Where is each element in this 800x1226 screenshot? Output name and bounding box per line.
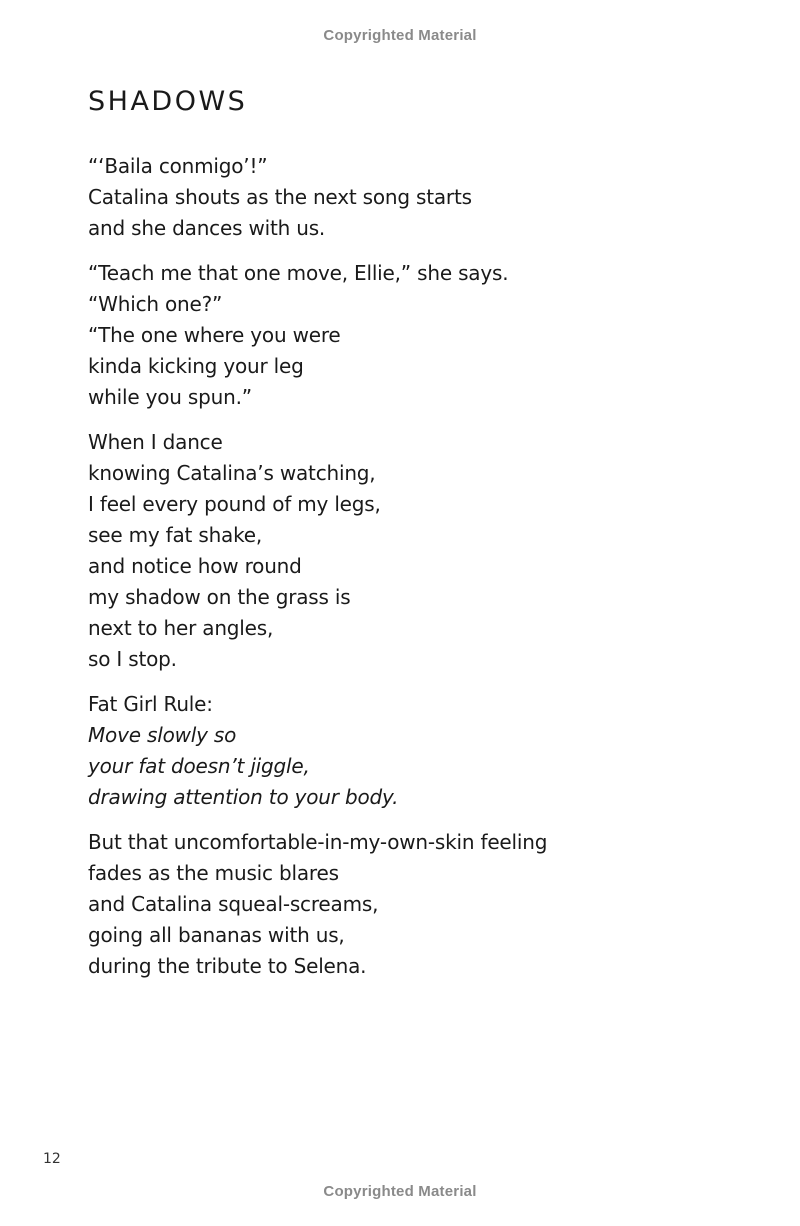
poem-body	[88, 151, 768, 996]
poem-line: Catalina shouts as the next song starts	[88, 185, 472, 209]
poem-line: my shadow on the grass is	[88, 585, 351, 609]
poem-line: “Which one?”	[88, 292, 223, 316]
copyright-watermark-bottom: Copyrighted Material	[323, 1183, 477, 1200]
stanza-5	[88, 827, 768, 982]
stanza-2	[88, 258, 768, 413]
page-number: 12	[43, 1151, 61, 1167]
rule-line: drawing attention to your body.	[88, 785, 399, 809]
poem-line: next to her angles,	[88, 616, 274, 640]
stanza-4-fat-girl-rule	[88, 689, 768, 813]
rule-line: Move slowly so	[88, 723, 237, 747]
poem-line: while you spun.”	[88, 385, 252, 409]
poem-line: “‘Baila conmigo’!”	[88, 154, 268, 178]
poem-line: so I stop.	[88, 647, 177, 671]
poem-line: When I dance	[88, 430, 223, 454]
poem-line: But that uncomfortable-in-my-own-skin feeling	[88, 830, 548, 854]
poem-line: knowing Catalina’s watching,	[88, 461, 376, 485]
poem-title: SHADOWS	[88, 86, 248, 117]
poem-line: fades as the music blares	[88, 861, 339, 885]
rule-line: your fat doesn’t jiggle,	[88, 754, 310, 778]
poem-line: “The one where you were	[88, 323, 341, 347]
poem-line: see my fat shake,	[88, 523, 263, 547]
poem-line: and notice how round	[88, 554, 302, 578]
copyright-watermark-top: Copyrighted Material	[323, 27, 477, 44]
poem-line: kinda kicking your leg	[88, 354, 304, 378]
stanza-1	[88, 151, 768, 244]
rule-heading: Fat Girl Rule:	[88, 692, 213, 716]
stanza-3	[88, 427, 768, 675]
poem-line: going all bananas with us,	[88, 923, 345, 947]
poem-line: and she dances with us.	[88, 216, 326, 240]
poem-line: during the tribute to Selena.	[88, 954, 367, 978]
poem-line: I feel every pound of my legs,	[88, 492, 381, 516]
poem-line: “Teach me that one move, Ellie,” she says.	[88, 261, 509, 285]
poem-line: and Catalina squeal-screams,	[88, 892, 379, 916]
